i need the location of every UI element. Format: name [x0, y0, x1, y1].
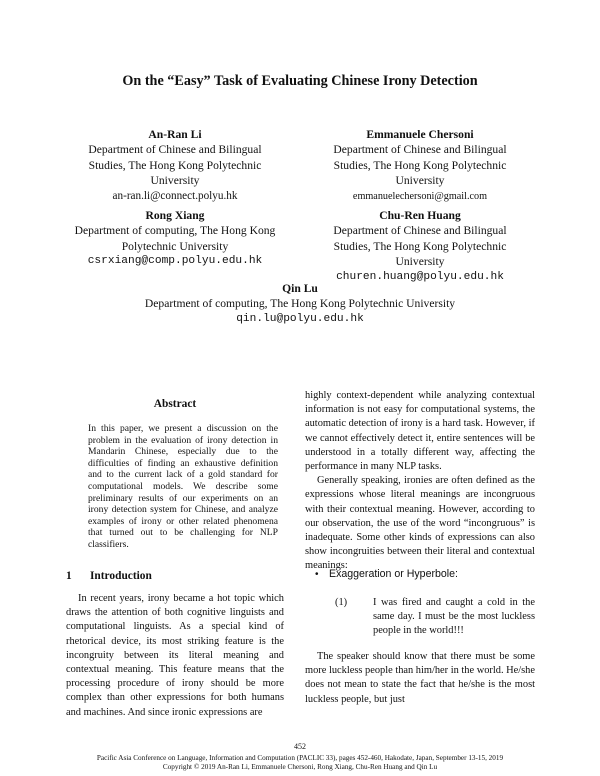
- body-paragraph: highly context-dependent while analyzing contextual information is not easy for computational systems, the automatic detection of irony is a hard task. However, if we cannot effectively detect it, entire sentences will be understood in a totally different way, affecting the performance in many NLP tasks.: [305, 390, 535, 473]
- author-email[interactable]: an-ran.li@connect.polyu.hk: [112, 189, 238, 202]
- author-name: Rong Xiang: [145, 209, 205, 222]
- author-email[interactable]: qin.lu@polyu.edu.hk: [236, 312, 364, 325]
- author-affiliation-line: University: [395, 255, 445, 269]
- example-1: [335, 596, 535, 639]
- paper-title: On the “Easy” Task of Evaluating Chinese Irony Detection: [122, 73, 478, 89]
- footer-citation: Pacific Asia Conference on Language, Information and Computation (PACLIC 33), pages 452-460, Hakodate, Japan, September 13-15, 2019: [96, 754, 504, 762]
- author-name: An-Ran Li: [148, 128, 202, 141]
- section-heading-introduction: [66, 570, 152, 582]
- author-affiliation-line: Department of Chinese and Bilingual: [333, 224, 507, 238]
- author-block-lu: [0, 281, 600, 327]
- abstract-text: In this paper, we present a discussion on the problem in the evaluation of irony detection in Mandarin Chinese, especially due to the difficulties of finding an exhaustive definition and to the current lack of a gold standard for computational models. We describe some preliminary results of our experiments on an irony detection system for Chinese, and analyze examples of irony or other related phenomena that turned out to be challenging for NLP classifiers.: [88, 423, 278, 550]
- bullet-dot-icon: •: [315, 569, 319, 580]
- author-affiliation-line: Studies, The Hong Kong Polytechnic: [88, 158, 262, 172]
- bullet-item: [315, 568, 458, 580]
- example-number: (1): [335, 597, 348, 608]
- author-name: Qin Lu: [282, 282, 318, 295]
- body-paragraph: In recent years, irony became a hot topic which draws the attention of both cognitive linguists and computational linguists. As a special kind of rhetorical device, its most striking feature is the incongruity between its literal meaning and contextual meaning. This feature means that the processing procedure of irony should be more complex than other expressions for both humans and machines. And since ironic expressions are: [66, 593, 284, 718]
- intro-left-column: [66, 592, 284, 720]
- author-affiliation-line: Polytechnic University: [121, 239, 229, 253]
- abstract-heading: Abstract: [153, 398, 197, 410]
- author-affiliation-line: Studies, The Hong Kong Polytechnic: [333, 239, 507, 253]
- author-affiliation-line: Department of computing, The Hong Kong Polytechnic University: [144, 297, 456, 311]
- author-affiliation-line: Department of computing, The Hong Kong: [74, 224, 276, 238]
- author-name: Emmanuele Chersoni: [366, 128, 474, 141]
- section-title: Introduction: [90, 570, 152, 582]
- body-paragraph: The speaker should know that there must be some more luckless people than him/her in the world. He/she does not mean to state the fact that he/she is the most luckless people, but just: [305, 651, 535, 705]
- author-email[interactable]: csrxiang@comp.polyu.edu.hk: [87, 255, 263, 268]
- intro-right-continuation: [305, 650, 535, 707]
- author-block-xiang: [66, 208, 284, 270]
- bullet-text: Exaggeration or Hyperbole:: [329, 568, 458, 580]
- intro-right-column: [305, 389, 535, 574]
- author-affiliation-line: University: [395, 174, 445, 188]
- section-number: 1: [66, 570, 72, 582]
- author-block-huang: [305, 208, 535, 285]
- author-email[interactable]: emmanuelechersoni@gmail.com: [352, 190, 488, 202]
- example-text: I was fired and caught a cold in the same day. I must be the most luckless people in the world!!!: [373, 597, 535, 637]
- author-affiliation-line: Department of Chinese and Bilingual: [333, 143, 507, 157]
- author-affiliation-line: Department of Chinese and Bilingual: [88, 143, 262, 157]
- author-block-chersoni: [305, 127, 535, 204]
- page-number: 452: [294, 742, 306, 751]
- author-affiliation-line: University: [150, 174, 200, 188]
- author-affiliation-line: Studies, The Hong Kong Polytechnic: [333, 158, 507, 172]
- author-email[interactable]: churen.huang@polyu.edu.hk: [336, 270, 504, 283]
- author-name: Chu-Ren Huang: [379, 209, 461, 222]
- body-paragraph: Generally speaking, ironies are often defined as the expressions whose literal meanings are incongruous with their contextual meaning. However, according to our observation, the use of the word “incongruous” is inadequate. Some other kinds of expressions can also show incongruities between their literal and contextual meanings:: [305, 475, 535, 572]
- footer-copyright: Copyright © 2019 An-Ran Li, Emmanuele Chersoni, Rong Xiang, Chu-Ren Huang and Qin Lu: [162, 763, 438, 771]
- author-block-li: [66, 127, 284, 204]
